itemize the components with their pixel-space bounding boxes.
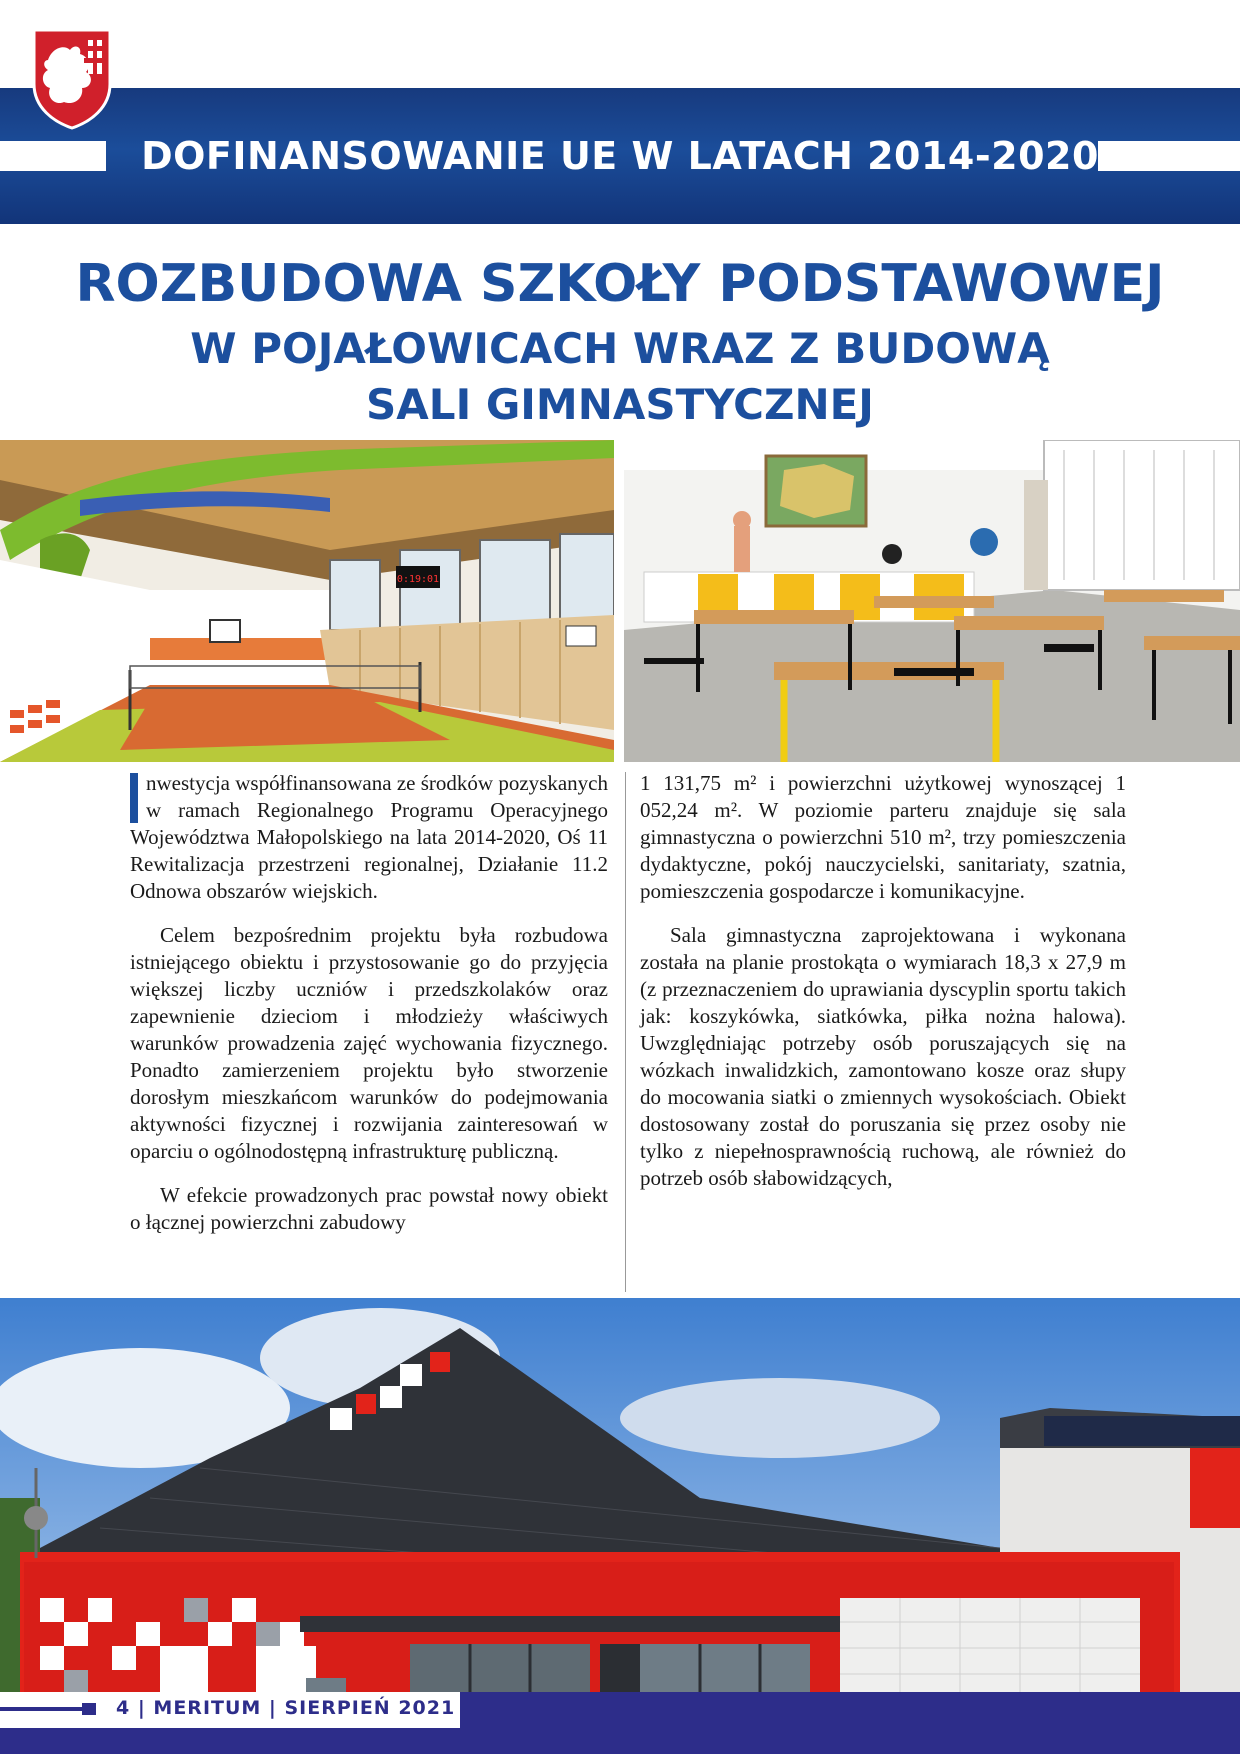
article-title-line-2: W POJAŁOWICACH WRAZ Z BUDOWĄ [190,324,1050,373]
coat-of-arms-icon [30,26,114,130]
school-building-photo [0,1298,1240,1692]
gymnasium-photo [0,440,614,762]
section-title: DOFINANSOWANIE UE W LATACH 2014-2020 [141,134,1099,178]
paragraph: 1 131,75 m² i powierzchni użytkowej wynoszącej 1 052,24 m². W poziomie parteru znajduje się sala gimnastyczna o powierzchni 510 m², trzy pomieszczenia dydaktyczne, pokój nauczycielski, sanitariaty, szatnia, pomieszczenia gospodarcze i komunikacyjne. [640,771,1126,903]
footer-line [0,1707,82,1711]
article-title-line-3: SALI GIMNASTYCZNEJ [366,380,874,429]
paragraph: W efekcie prowadzonych prac powstał nowy obiekt o łącznej powierzchni zabudowy [130,1183,608,1234]
footer-square-icon [82,1703,96,1715]
article-column-left [130,770,608,1236]
article-column-right [640,770,1126,1192]
footer-label [116,1697,455,1719]
footer-separator: | [137,1697,154,1719]
paragraph: Celem bezpośrednim projektu była rozbudowa istniejącego obiektu i przystosowanie go do przyjęcia większej liczby uczniów i przedszkolaków oraz zapewnienie dzieciom i młodzieży właściwych warunków prowadzenia zajęć wychowania fizycznego. Ponadto zamierzeniem projektu było stworzenie dorosłym mieszkańcom warunków do podejmowania aktywności fizycznej i rozwijania zainteresowań w oparciu o ogólnodostępną infrastrukturę publiczną. [130,923,608,1163]
article-title-line-1: ROZBUDOWA SZKOŁY PODSTAWOWEJ [75,254,1165,314]
column-divider [625,772,626,1292]
scoreboard-display: 0:19:01 [396,574,440,585]
paragraph: Sala gimnastyczna zaprojektowana i wykonana została na planie prostokąta o wymiarach 18,3 x 27,9 m (z przeznaczeniem do uprawiania dyscyplin sportu takich jak: koszykówka, siatkówka, piłka nożna halowa). Uwzględniając potrzeby osób poruszających się na wózkach inwalidzkich, zamontowano kosze oraz słupy do mocowania siatki o zmiennych wysokościach. Obiekt dostosowany został do poruszania się przez osoby nie tylko z niepełnosprawnością ruchową, ale również do potrzeb osób słabowidzących, [640,923,1126,1190]
drop-cap-i [130,773,138,823]
footer-publication: MERITUM | SIERPIEŃ 2021 [153,1697,456,1719]
classroom-photo [624,440,1240,762]
paragraph: nwestycja współfinansowana ze środków pozyskanych w ramach Regionalnego Programu Operacyjnego Województwa Małopolskiego na lata 2014-2020, Oś 11 Rewitalizacja przestrzeni regionalnej, Działanie 11.2 Odnowa obszarów wiejskich. [130,771,608,903]
page-number: 4 [116,1697,131,1719]
